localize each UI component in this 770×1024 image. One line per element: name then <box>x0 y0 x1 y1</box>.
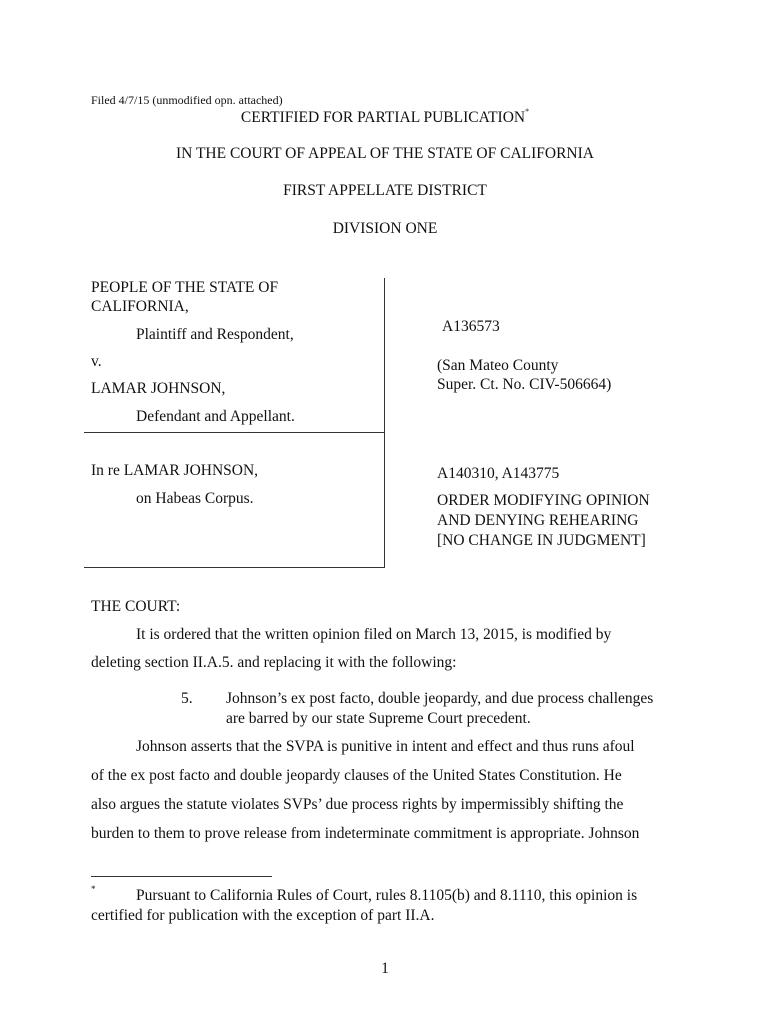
certification-footnote-mark: * <box>525 107 530 116</box>
filed-note: Filed 4/7/15 (unmodified opn. attached) <box>91 93 283 107</box>
habeas-role: on Habeas Corpus. <box>136 490 254 507</box>
paragraph2-line2: of the ex post facto and double jeopardy clauses of the United States Constitution. He <box>91 767 622 784</box>
case-number: A136573 <box>442 318 500 335</box>
caption-middle-divider <box>84 432 385 433</box>
paragraph1-line2: deleting section II.A.5. and replacing it with the following: <box>91 654 457 671</box>
party2-role: Defendant and Appellant. <box>136 408 295 425</box>
footnote-line2: certified for publication with the exception of part II.A. <box>91 907 435 924</box>
party2-name: LAMAR JOHNSON, <box>91 380 226 397</box>
paragraph2-line4: burden to them to prove release from indeterminate commitment is appropriate. Johnson <box>91 825 640 842</box>
county-line2: Super. Ct. No. CIV-506664) <box>437 376 612 393</box>
versus: v. <box>91 353 102 370</box>
footnote-line1: Pursuant to California Rules of Court, rules 8.1105(b) and 8.1110, this opinion is <box>136 887 638 904</box>
section-heading-line2: are barred by our state Supreme Court precedent. <box>226 710 531 727</box>
paragraph1-line1: It is ordered that the written opinion filed on March 13, 2015, is modified by <box>136 626 612 643</box>
page-number: 1 <box>381 960 389 977</box>
appellate-district: FIRST APPELLATE DISTRICT <box>283 182 487 199</box>
paragraph2-line1: Johnson asserts that the SVPA is punitive in intent and effect and thus runs afoul <box>136 738 635 755</box>
order-title-line1: ORDER MODIFYING OPINION <box>437 492 650 509</box>
footnote-separator <box>91 876 272 877</box>
division: DIVISION ONE <box>332 220 438 237</box>
habeas-party: In re LAMAR JOHNSON, <box>91 462 259 479</box>
certification-text: CERTIFIED FOR PARTIAL PUBLICATION <box>240 109 526 126</box>
footnote-mark: * <box>91 884 96 894</box>
section-heading-number: 5. <box>181 690 193 707</box>
certification-heading <box>0 109 770 127</box>
section-heading-line1: Johnson’s ex post facto, double jeopardy, and due process challenges <box>226 690 654 707</box>
order-title-line2: AND DENYING REHEARING <box>437 512 639 529</box>
caption-bottom-divider <box>84 567 385 568</box>
county-line1: (San Mateo County <box>437 357 559 374</box>
habeas-case-numbers: A140310, A143775 <box>437 465 560 482</box>
order-title-line3: [NO CHANGE IN JUDGMENT] <box>437 532 646 549</box>
party1-name-line1: PEOPLE OF THE STATE OF <box>91 279 279 296</box>
party1-name-line2: CALIFORNIA, <box>91 298 189 315</box>
the-court-heading: THE COURT: <box>91 598 181 615</box>
court-name: IN THE COURT OF APPEAL OF THE STATE OF CALIFORNIA <box>176 145 594 162</box>
party1-role: Plaintiff and Respondent, <box>136 326 294 343</box>
caption-vertical-divider <box>384 278 385 568</box>
paragraph2-line3: also argues the statute violates SVPs’ due process rights by impermissibly shifting the <box>91 796 624 813</box>
